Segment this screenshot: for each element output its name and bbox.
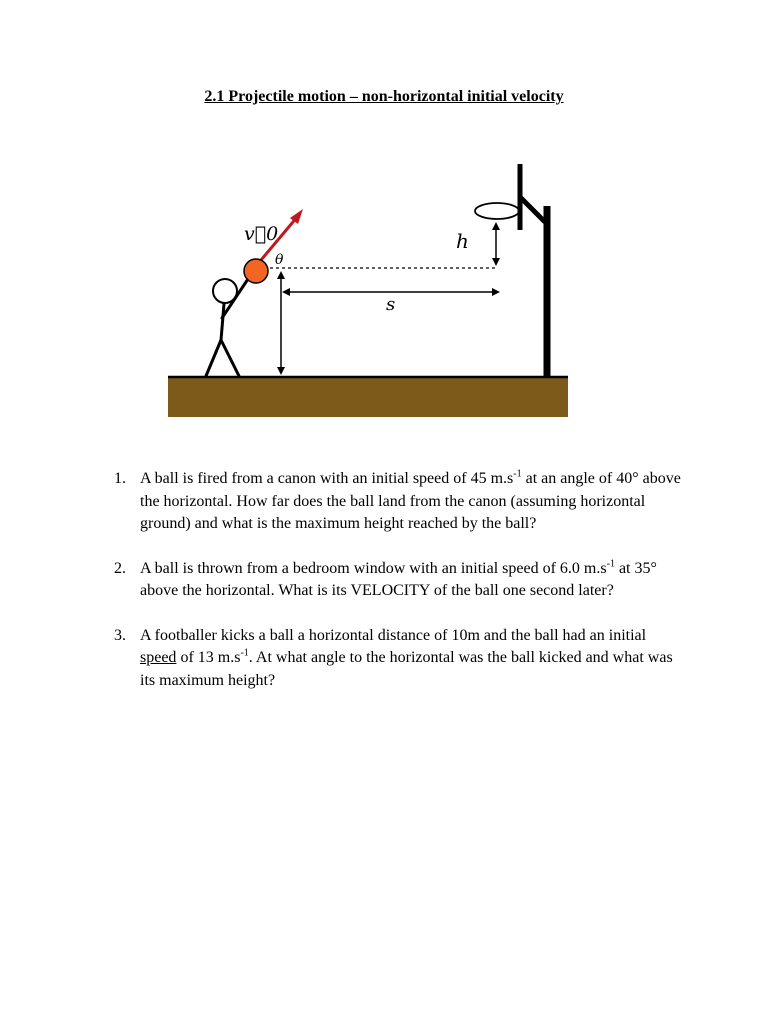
release-height-arrow bbox=[277, 271, 285, 375]
velocity-label: v⃗0 bbox=[244, 223, 279, 245]
underlined-word: speed bbox=[140, 649, 177, 666]
distance-label: s bbox=[386, 294, 396, 315]
page-title: 2.1 Projectile motion – non-horizontal initial velocity bbox=[204, 88, 564, 105]
question-number: 3. bbox=[114, 626, 126, 644]
question-text: A footballer kicks a ball a horizontal distance of 10m and the ball had an initial speed of 13 $m.s^{-1}$. At what angle to the horizontal was the ball kicked and what was its maximum height? bbox=[140, 626, 673, 689]
question-1 bbox=[114, 468, 684, 536]
height-label: h bbox=[456, 229, 469, 253]
question-list bbox=[114, 468, 684, 714]
angle-label: θ bbox=[275, 252, 284, 268]
question-text: A ball is thrown from a bedroom window with an initial speed of 6.0 $m.s^{-1}$ at 35° above the horizontal. What is its VELOCITY of the ball one second later? bbox=[140, 558, 657, 599]
ground bbox=[168, 377, 568, 417]
question-number: 2. bbox=[114, 559, 126, 577]
question-3 bbox=[114, 625, 684, 693]
hoop-icon bbox=[475, 164, 547, 377]
projectile-diagram bbox=[160, 160, 580, 425]
question-2 bbox=[114, 558, 684, 603]
question-number: 1. bbox=[114, 470, 126, 487]
hoop-height-arrow bbox=[492, 222, 500, 266]
stick-figure-icon bbox=[206, 276, 250, 376]
question-text: A ball is fired from a canon with an initial speed of 45 $m.s^{-1}$ at an angle of 40° above the horizontal. How far does the ball land from the canon (assuming horizontal ground) and what is the maximum height reached by the ball? bbox=[140, 468, 681, 532]
basketball-icon bbox=[244, 259, 268, 283]
